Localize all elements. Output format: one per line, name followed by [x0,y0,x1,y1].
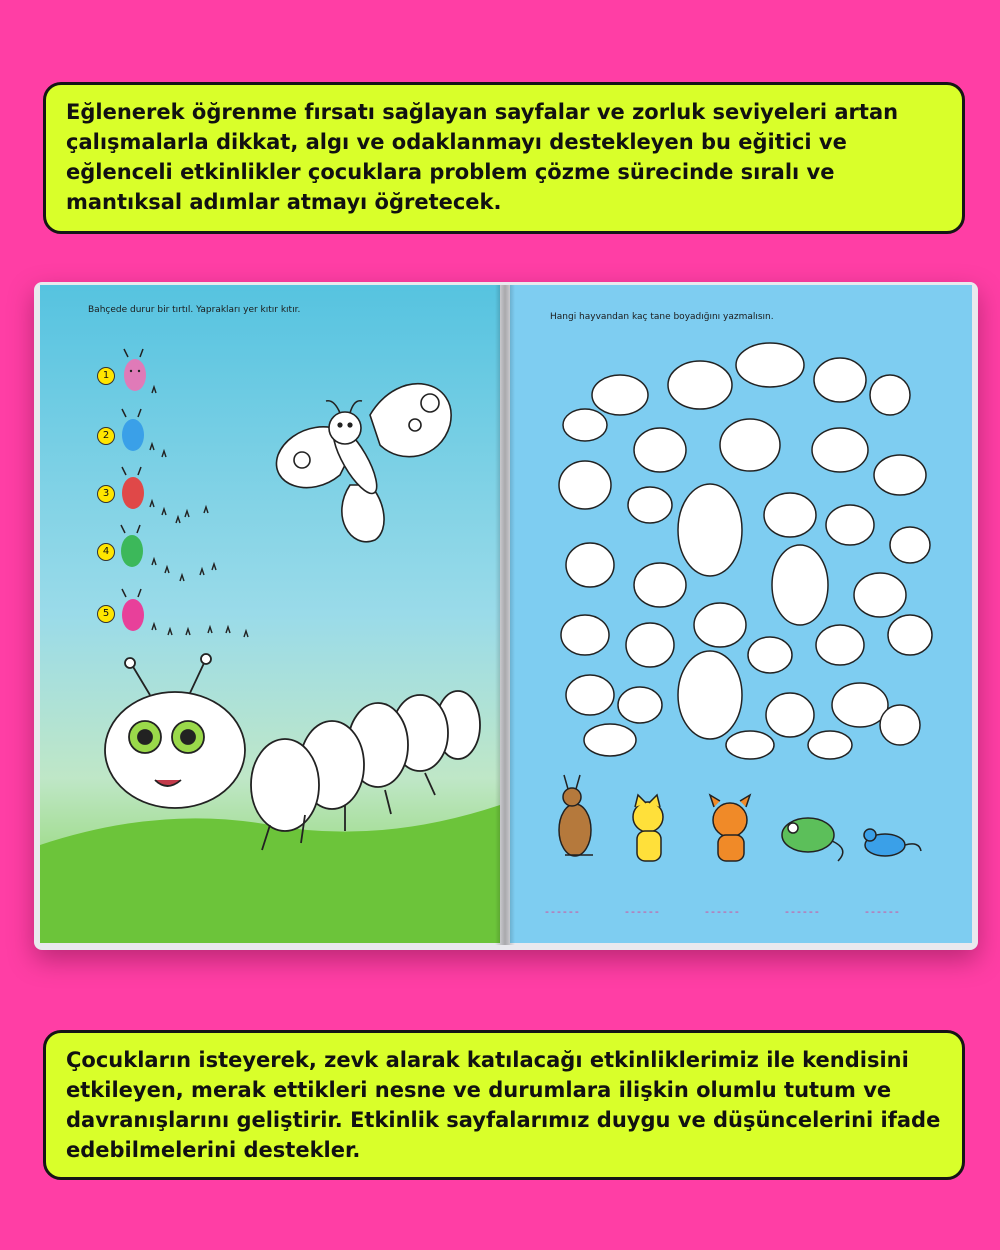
left-page-illustration [40,285,500,943]
answer-blank-mouse: ------ [865,905,901,918]
animal-cluster-outline [559,343,932,759]
answer-blank-cat: ------ [625,905,661,918]
kangaroo-color-icon [559,775,593,856]
answer-blank-chameleon: ------ [785,905,821,918]
number-badge-3: 3 [97,485,115,503]
antenna-practice-marks [150,387,248,637]
mouse-color-icon [864,829,921,856]
number-badge-2: 2 [97,427,115,445]
answer-blank-dog: ------ [705,905,741,918]
fingerprint-caterpillar-1-icon [124,349,146,391]
fingerprint-caterpillar-3-icon [122,467,144,509]
butterfly-outline-icon [276,384,451,542]
left-page-instruction: Bahçede durur bir tırtıl. Yaprakları yer kıtır kıtır. [88,305,301,315]
right-page-instruction: Hangi hayvandan kaç tane boyadığını yazmalısın. [550,312,774,322]
book-spine [495,285,515,945]
answer-blank-kangaroo: ------ [545,905,581,918]
fingerprint-caterpillar-5-icon [122,589,144,631]
chameleon-color-icon [782,818,843,861]
left-page [40,285,500,943]
top-callout-text: Eğlenerek öğrenme fırsatı sağlayan sayfalar ve zorluk seviyeleri artan çalışmalarla dikkat, algı ve odaklanmayı destekleyen bu eğitici ve eğlenceli etkinlikler çocuklara problem çözme sürecinde sıralı ve mantıksal adımlar atmayı öğretecek. [66,100,899,214]
fingerprint-caterpillar-4-icon [121,525,143,567]
number-badge-1: 1 [97,367,115,385]
number-badge-5: 5 [97,605,115,623]
fingerprint-caterpillar-2-icon [122,409,144,451]
cat-color-icon [633,795,663,861]
dog-color-icon [710,795,750,861]
bottom-callout-box [43,1030,965,1180]
animal-search-illustration [510,285,972,943]
bottom-callout-text: Çocukların isteyerek, zevk alarak katılacağı etkinliklerimiz ile kendisini etkileyen, merak ettikleri nesne ve durumlara ilişkin olumlu tutum ve davranışlarını geliştirir. Etkinlik sayfalarımız duygu ve düşüncelerini ifade edebilmelerini destekler. [66,1048,941,1162]
number-badge-4: 4 [97,543,115,561]
right-page [510,285,972,943]
